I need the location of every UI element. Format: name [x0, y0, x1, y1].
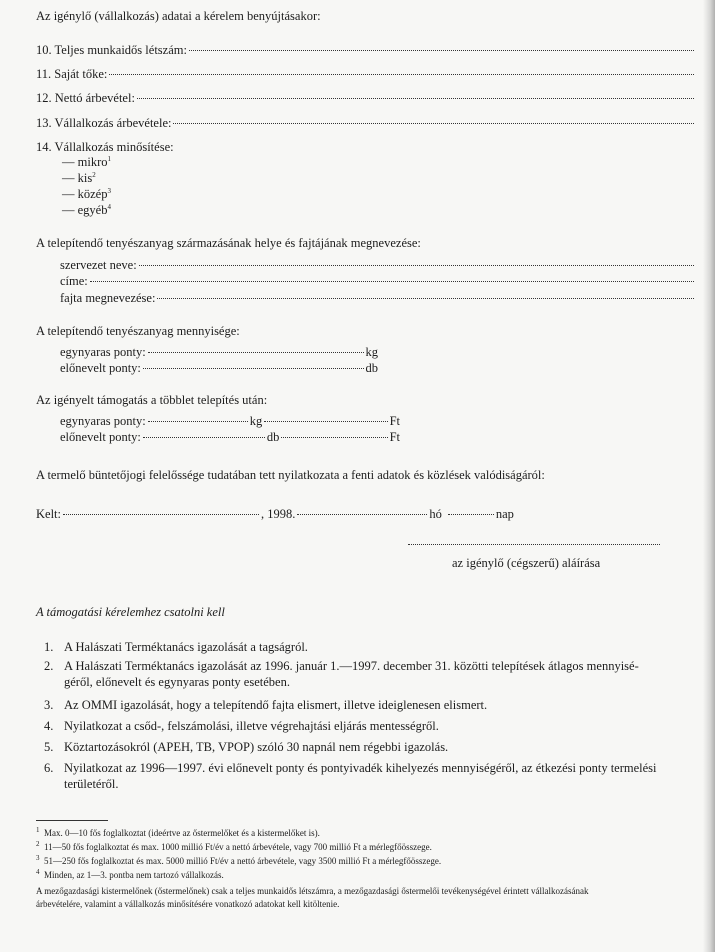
fill-line[interactable] — [143, 436, 265, 438]
field-net-revenue[interactable] — [36, 91, 696, 106]
footnote-ref: 2 — [92, 170, 96, 179]
footnote-text: 11—50 fős foglalkoztat és max. 1000 millió Ft/év a nettó árbevétele, vagy 700 millió Ft a mérlegfőösszege. — [44, 842, 432, 852]
item-text: Nyilatkozat az 1996—1997. évi előnevelt ponty és pontyivadék kihelyezés mennyiségéről, az étkezési ponty termelési — [64, 761, 657, 775]
attachment-item — [44, 761, 657, 776]
place-fill[interactable] — [63, 513, 259, 515]
field-address[interactable] — [60, 274, 696, 289]
item-number: 3. — [44, 698, 54, 712]
footnote-number: 3 — [36, 854, 40, 862]
attachment-item-cont: géről, előnevelt és egynyaras ponty esetében. — [64, 675, 290, 689]
field-label: előnevelt ponty: — [60, 430, 141, 444]
option-other[interactable] — [62, 203, 111, 218]
item-number: 6. — [44, 761, 54, 775]
fill-line[interactable] — [109, 73, 694, 75]
footnote-number: 2 — [36, 840, 40, 848]
item-text: Nyilatkozat a csőd-, felszámolási, illetve végrehajtási eljárás mentességről. — [64, 719, 439, 733]
footnote-text: Minden, az 1—3. pontba nem tartozó vállalkozás. — [44, 870, 224, 880]
field-label: 12. Nettó árbevétel: — [36, 91, 135, 105]
item-text: Az OMMI igazolását, hogy a telepítendő fajta elismert, illetve ideiglenesen elismert. — [64, 698, 488, 712]
fill-line[interactable] — [90, 280, 694, 282]
footnote-number: 4 — [36, 868, 40, 876]
item-number: 1. — [44, 640, 54, 654]
footnote-ref: 4 — [107, 202, 111, 211]
item-text: A Halászati Terméktanács igazolását a tagságról. — [64, 640, 308, 654]
field-org-name[interactable] — [60, 258, 696, 273]
date-line[interactable] — [36, 507, 536, 522]
option-text: közép — [77, 187, 108, 201]
fill-line[interactable] — [137, 97, 694, 99]
field-label: szervezet neve: — [60, 258, 137, 272]
month-label: hó — [429, 507, 442, 521]
day-fill[interactable] — [448, 513, 494, 515]
field-label: 13. Vállalkozás árbevétele: — [36, 116, 172, 130]
footnote — [36, 828, 320, 839]
field-company-revenue[interactable] — [36, 116, 696, 131]
field-equity[interactable] — [36, 67, 696, 82]
fill-line[interactable] — [157, 297, 694, 299]
unit-label: db — [266, 430, 280, 444]
signature-line[interactable] — [408, 543, 660, 545]
option-text: mikro — [77, 155, 108, 169]
fill-line[interactable] — [148, 420, 248, 422]
footnote-rule — [36, 820, 108, 821]
attachment-item — [44, 698, 487, 713]
qualification-label: 14. Vállalkozás minősítése: — [36, 140, 174, 154]
footnote — [36, 856, 441, 867]
month-fill[interactable] — [297, 513, 427, 515]
field-label: 11. Saját tőke: — [36, 67, 108, 81]
attachment-item — [44, 659, 639, 674]
fill-line[interactable] — [264, 420, 387, 422]
option-text: kis — [77, 171, 93, 185]
option-dash: — — [62, 171, 75, 185]
fill-line[interactable] — [189, 49, 694, 51]
kelt-label: Kelt: — [36, 507, 61, 521]
currency-label: Ft — [389, 414, 400, 428]
field-support-yearling[interactable] — [60, 414, 400, 429]
footnote-ref: 1 — [107, 154, 111, 163]
field-label: egynyaras ponty: — [60, 345, 146, 359]
unit-label: db — [365, 361, 378, 375]
field-headcount[interactable] — [36, 43, 696, 58]
item-number: 4. — [44, 719, 54, 733]
footnote-text: Max. 0—10 fős foglalkoztat (ideértve az őstermelőket és a kistermelőket is). — [44, 828, 320, 838]
fill-line[interactable] — [139, 264, 694, 266]
footnote-number: 1 — [36, 826, 40, 834]
fill-line[interactable] — [281, 436, 387, 438]
option-dash: — — [62, 155, 75, 169]
option-medium[interactable] — [62, 187, 111, 202]
day-label: nap — [495, 507, 514, 521]
field-quantity-yearling[interactable] — [60, 345, 378, 360]
quantity-heading: A telepítendő tenyészanyag mennyisége: — [36, 324, 240, 338]
attachment-item — [44, 719, 439, 734]
field-label: címe: — [60, 274, 88, 288]
attachment-item — [44, 740, 448, 755]
unit-label: kg — [249, 414, 263, 428]
signature-label: az igénylő (cégszerű) aláírása — [452, 556, 601, 570]
option-dash: — — [62, 187, 75, 201]
option-small[interactable] — [62, 171, 96, 186]
origin-heading: A telepítendő tenyészanyag származásának helye és fajtájának megnevezése: — [36, 236, 421, 250]
option-text: egyéb — [77, 203, 108, 217]
unit-label: kg — [365, 345, 378, 359]
item-text: Köztartozásokról (APEH, TB, VPOP) szóló 30 napnál nem régebbi igazolás. — [64, 740, 449, 754]
field-label: 10. Teljes munkaidős létszám: — [36, 43, 187, 57]
item-text: A Halászati Terméktanács igazolását az 1996. január 1.—1997. december 31. közötti telepítések átlagos mennyisé- — [64, 659, 639, 673]
footnote — [36, 842, 432, 853]
footnote-text: 51—250 fős foglalkoztat és max. 5000 millió Ft/év a nettó árbevétele, vagy 3500 millió Ft a mérlegfőösszege. — [44, 856, 442, 866]
currency-label: Ft — [389, 430, 400, 444]
fill-line[interactable] — [148, 351, 364, 353]
option-dash: — — [62, 203, 75, 217]
field-label: fajta megnevezése: — [60, 291, 156, 305]
field-label: egynyaras ponty: — [60, 414, 146, 428]
intro-text: Az igénylő (vállalkozás) adatai a kérelem benyújtásakor: — [36, 9, 321, 23]
item-number: 2. — [44, 659, 54, 673]
field-quantity-prerearing[interactable] — [60, 361, 378, 376]
support-heading: Az igényelt támogatás a többlet telepítés után: — [36, 393, 268, 407]
footnote-note: A mezőgazdasági kistermelőnek (őstermelőnek) csak a teljes munkaidős létszámra, a mezőgazdasági őstermelői tevékenységével érintett vállalkozásának — [36, 886, 589, 896]
field-support-prerearing[interactable] — [60, 430, 400, 445]
item-number: 5. — [44, 740, 54, 754]
fill-line[interactable] — [173, 122, 694, 124]
attachment-item-cont: területéről. — [64, 777, 119, 791]
footnote — [36, 870, 224, 881]
option-micro[interactable] — [62, 155, 111, 170]
year-label: , 1998. — [261, 507, 296, 521]
page-edge-shadow — [703, 0, 715, 952]
footnote-ref: 3 — [107, 186, 111, 195]
attachment-item — [44, 640, 308, 655]
attachments-heading: A támogatási kérelemhez csatolni kell — [36, 605, 225, 619]
fill-line[interactable] — [143, 367, 364, 369]
declaration-text: A termelő büntetőjogi felelőssége tudatában tett nyilatkozata a fenti adatok és közlések valódiságáról: — [36, 468, 545, 482]
field-label: előnevelt ponty: — [60, 361, 141, 375]
footnote-note: árbevételére, valamint a vállalkozás minősítésére vonatkozó adatokat kell kitöltenie. — [36, 899, 340, 909]
field-variety[interactable] — [60, 291, 696, 306]
